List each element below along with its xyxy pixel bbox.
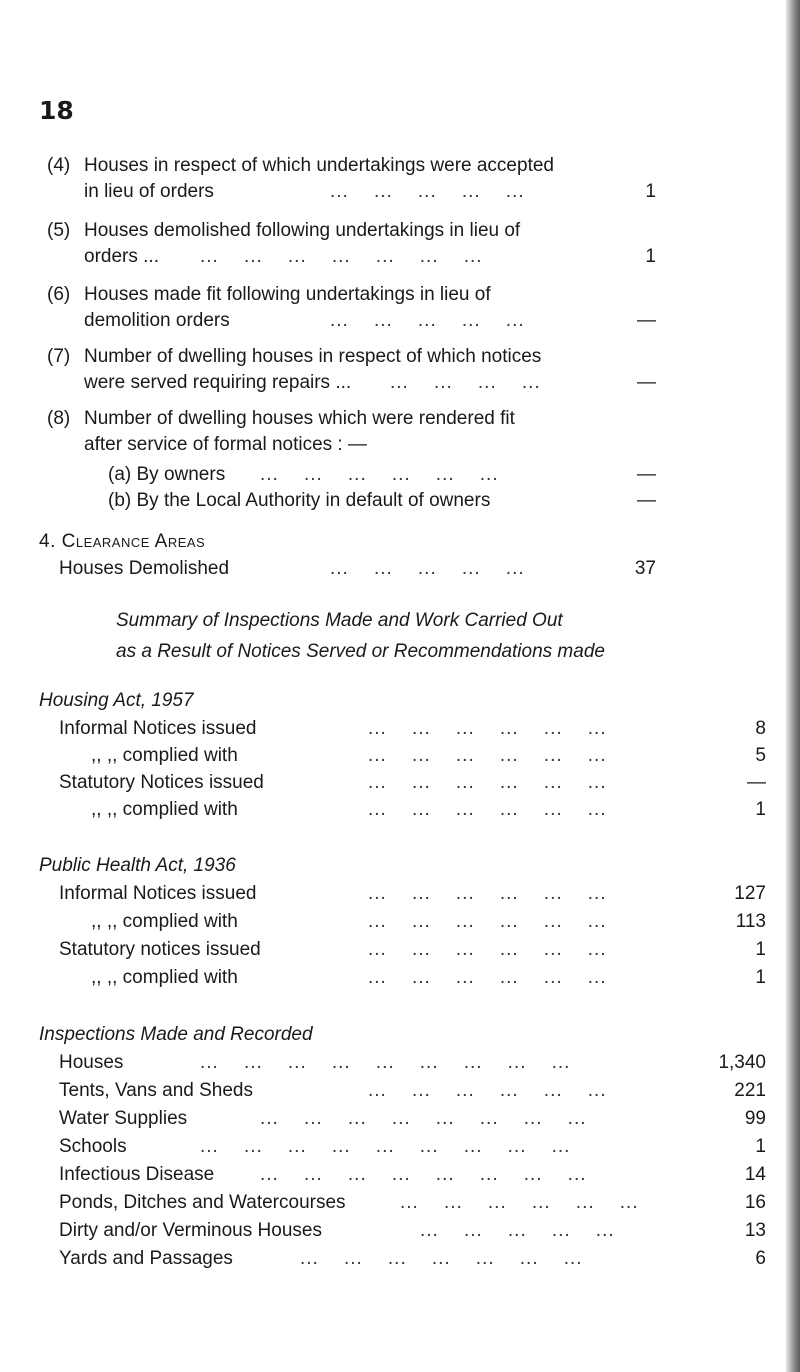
leader-dots: ... ... ... ... ... ... ... ... xyxy=(260,1108,587,1129)
item-text-line2: demolition orders xyxy=(84,310,230,331)
table-row-label: Informal Notices issued xyxy=(59,718,257,739)
item-text-line1: Houses in respect of which undertakings were accepted xyxy=(84,155,554,176)
leader-dots: ... ... ... ... ... xyxy=(330,558,525,579)
table-row-value: 113 xyxy=(735,911,766,932)
table-row-value: 1 xyxy=(755,967,766,988)
table-row-label: Tents, Vans and Sheds xyxy=(59,1080,253,1101)
leader-dots: ... ... ... ... ... ... xyxy=(368,745,607,766)
leader-dots: ... ... ... ... ... ... ... ... ... xyxy=(200,1136,571,1157)
page-number: 18 xyxy=(39,96,74,125)
table-row-label: ,, ,, complied with xyxy=(91,745,238,766)
item-text-line2: in lieu of orders xyxy=(84,181,214,202)
table-row-value: 1 xyxy=(755,1136,766,1157)
table-row-label: ,, ,, complied with xyxy=(91,911,238,932)
table-row-value: 1,340 xyxy=(718,1052,766,1073)
table-row-label: Statutory notices issued xyxy=(59,939,261,960)
leader-dots: ... ... ... ... ... ... xyxy=(368,883,607,904)
clearance-value: 37 xyxy=(634,558,656,579)
table-row-label: Dirty and/or Verminous Houses xyxy=(59,1220,322,1241)
leader-dots: ... ... ... ... ... ... xyxy=(400,1192,639,1213)
item-text-line2: after service of formal notices : — xyxy=(84,434,367,455)
table-row-label: Informal Notices issued xyxy=(59,883,257,904)
leader-dots: ... ... ... ... ... ... xyxy=(368,799,607,820)
table-row-value: 1 xyxy=(755,939,766,960)
leader-dots: ... ... ... ... ... ... xyxy=(368,911,607,932)
item-text-line1: Houses demolished following undertakings in lieu of xyxy=(84,220,521,241)
leader-dots: ... ... ... ... ... ... ... xyxy=(300,1248,583,1269)
leader-dots: ... ... ... ... ... ... ... xyxy=(200,246,483,267)
leader-dots: ... ... ... ... ... xyxy=(330,181,525,202)
subitem-label: (a) By owners xyxy=(108,464,226,485)
clearance-heading: 4. Clearance Areas xyxy=(39,531,206,552)
table-row-label: Statutory Notices issued xyxy=(59,772,264,793)
summary-line2: as a Result of Notices Served or Recommendations made xyxy=(116,641,605,662)
table-row-value: — xyxy=(747,772,766,793)
table-row-value: 221 xyxy=(734,1080,766,1101)
table-row-label: Yards and Passages xyxy=(59,1248,233,1269)
item-text-line1: Houses made fit following undertakings in lieu of xyxy=(84,284,491,305)
item-number: (5) xyxy=(47,220,71,241)
subitem-value: — xyxy=(637,464,656,485)
item-value: 1 xyxy=(645,246,656,267)
table-row-label: Water Supplies xyxy=(59,1108,188,1129)
leader-dots: ... ... ... ... ... ... ... ... xyxy=(260,1164,587,1185)
subitem-label: (b) By the Local Authority in default of owners xyxy=(108,490,491,511)
public-health-act-heading: Public Health Act, 1936 xyxy=(39,855,236,876)
table-row-value: 99 xyxy=(744,1108,766,1129)
table-row-value: 8 xyxy=(755,718,766,739)
inspections-heading: Inspections Made and Recorded xyxy=(39,1024,313,1045)
summary-line1: Summary of Inspections Made and Work Carried Out xyxy=(116,610,563,631)
leader-dots: ... ... ... ... ... xyxy=(420,1220,615,1241)
leader-dots: ... ... ... ... ... ... xyxy=(368,939,607,960)
table-row-label: ,, ,, complied with xyxy=(91,967,238,988)
leader-dots: ... ... ... ... ... ... xyxy=(368,772,607,793)
item-value: — xyxy=(637,310,656,331)
leader-dots: ... ... ... ... ... ... xyxy=(368,718,607,739)
item-number: (6) xyxy=(47,284,71,305)
item-text-line1: Number of dwelling houses which were rendered fit xyxy=(84,408,515,429)
table-row-label: Schools xyxy=(59,1136,127,1157)
table-row-value: 1 xyxy=(755,799,766,820)
clearance-label: Houses Demolished xyxy=(59,558,230,579)
table-row-value: 5 xyxy=(755,745,766,766)
table-row-label: Infectious Disease xyxy=(59,1164,215,1185)
leader-dots: ... ... ... ... ... ... xyxy=(260,464,499,485)
leader-dots: ... ... ... ... ... ... ... ... ... xyxy=(200,1052,571,1073)
item-number: (7) xyxy=(47,346,71,367)
leader-dots: ... ... ... ... ... xyxy=(330,310,525,331)
item-number: (8) xyxy=(47,408,71,429)
table-row-value: 13 xyxy=(744,1220,766,1241)
table-row-label: Ponds, Ditches and Watercourses xyxy=(59,1192,346,1213)
table-row-label: Houses xyxy=(59,1052,124,1073)
item-text-line1: Number of dwelling houses in respect of which notices xyxy=(84,346,542,367)
table-row-value: 6 xyxy=(755,1248,766,1269)
item-value: — xyxy=(637,372,656,393)
leader-dots: ... ... ... ... xyxy=(390,372,541,393)
table-row-value: 127 xyxy=(734,883,766,904)
table-row-value: 14 xyxy=(744,1164,766,1185)
leader-dots: ... ... ... ... ... ... xyxy=(368,1080,607,1101)
housing-act-heading: Housing Act, 1957 xyxy=(39,690,194,711)
item-text-line2: orders ... xyxy=(84,246,159,267)
item-number: (4) xyxy=(47,155,71,176)
page-edge-shadow xyxy=(786,0,800,1372)
subitem-value: — xyxy=(637,490,656,511)
table-row-label: ,, ,, complied with xyxy=(91,799,238,820)
item-text-line2: were served requiring repairs ... xyxy=(84,372,352,393)
leader-dots: ... ... ... ... ... ... xyxy=(368,967,607,988)
table-row-value: 16 xyxy=(744,1192,766,1213)
item-value: 1 xyxy=(645,181,656,202)
